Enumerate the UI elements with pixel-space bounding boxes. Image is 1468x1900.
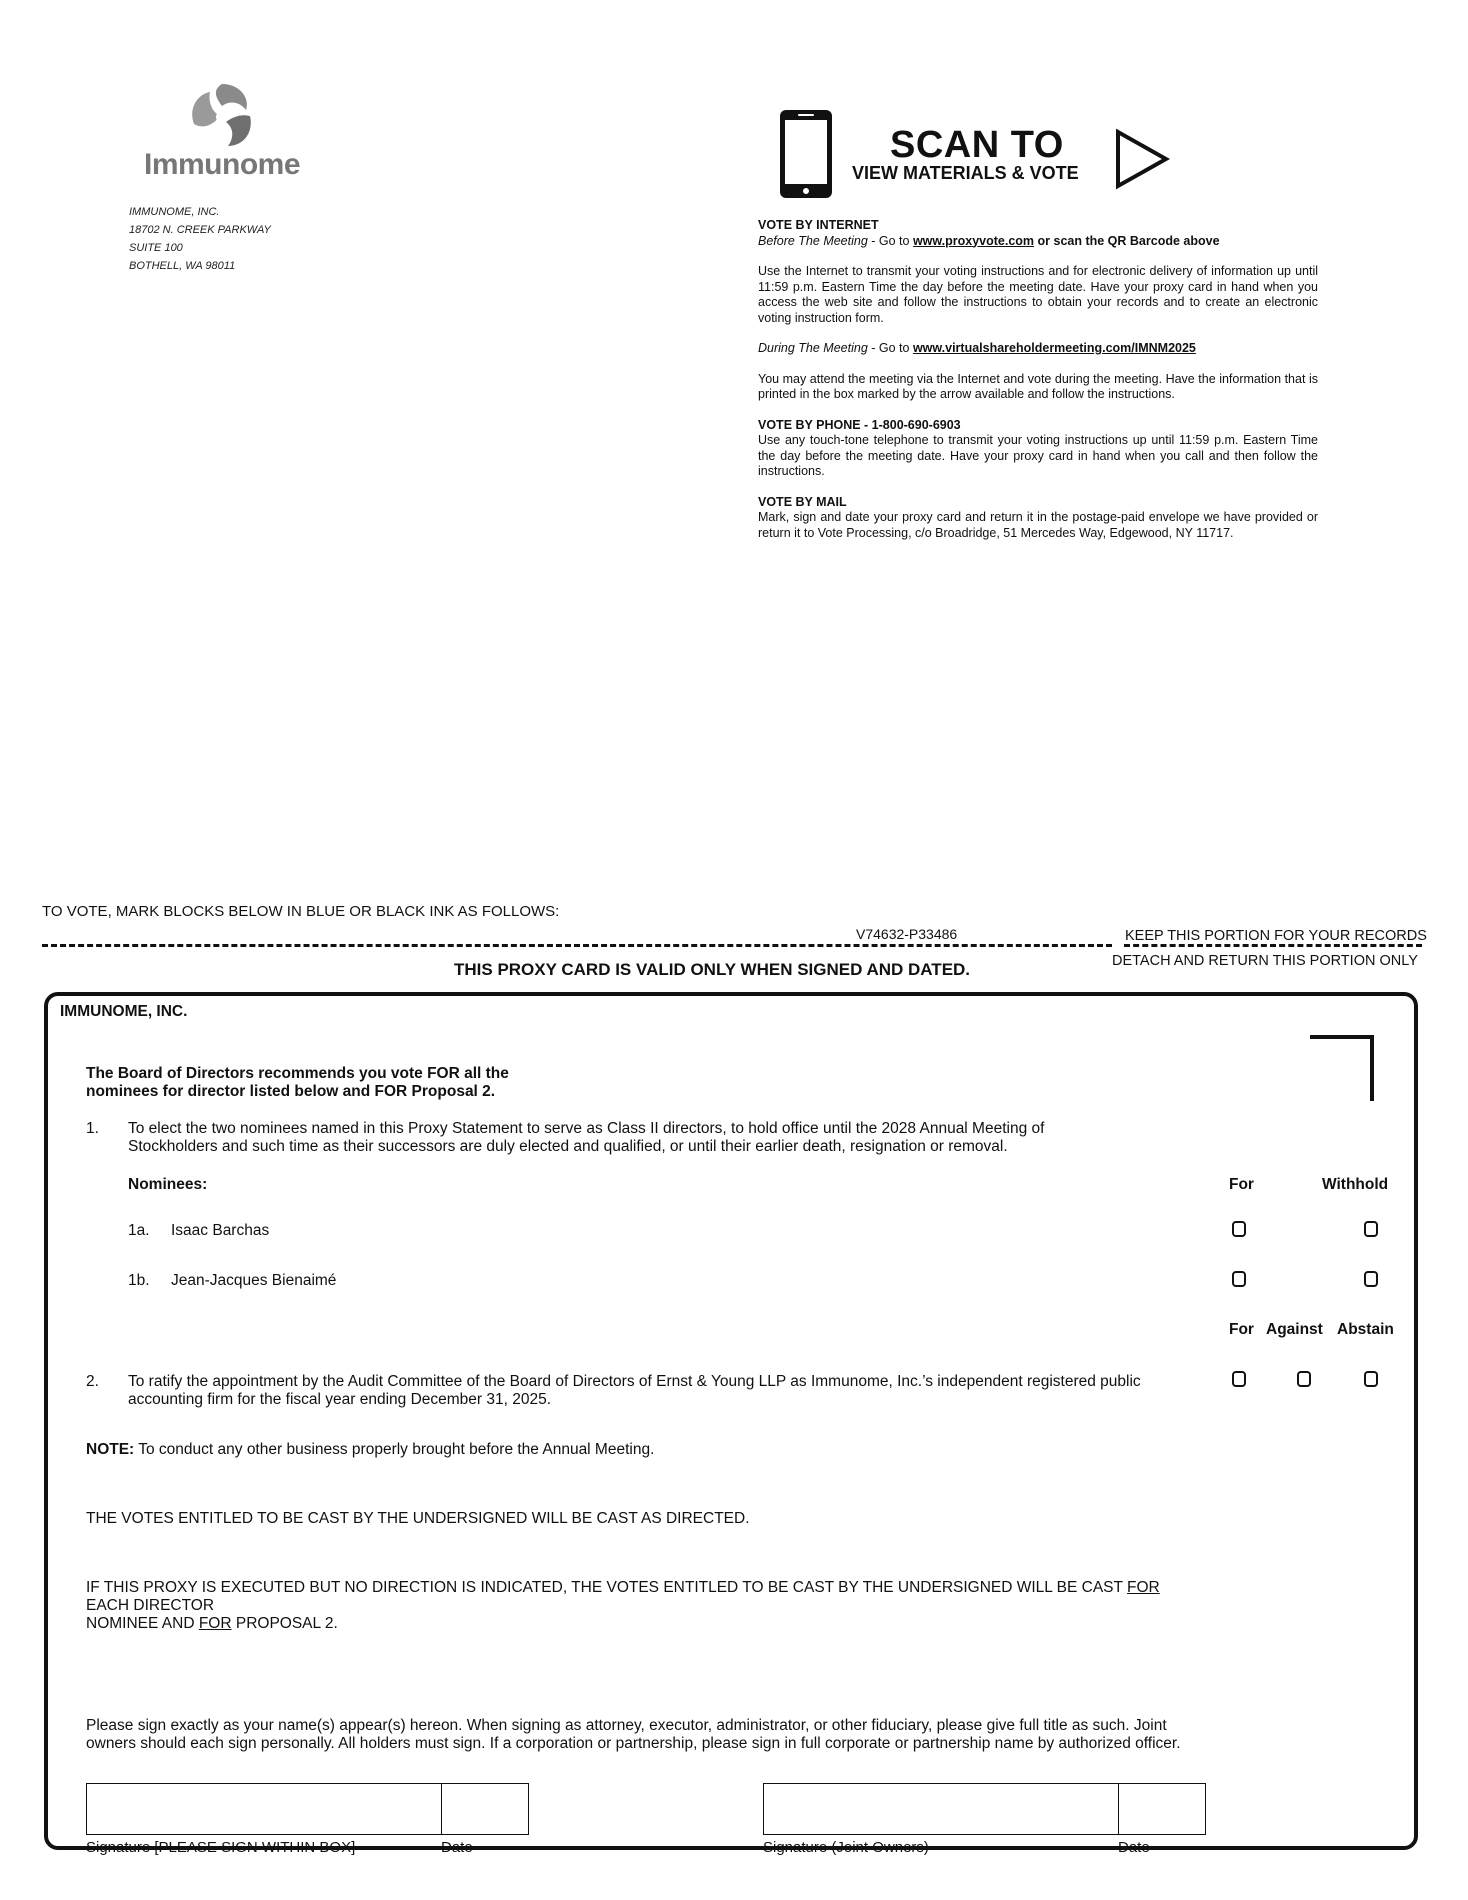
note-body: To conduct any other business properly brought before the Annual Meeting. — [134, 1441, 655, 1458]
proxyvote-link[interactable]: www.proxyvote.com — [912, 233, 1035, 248]
mail-body: Mark, sign and date your proxy card and return it in the postage-paid envelope we have provided or return it to Vote Processing, c/o Broadridge, 51 Mercedes Way, Edgewood, NY 11717. — [758, 510, 1318, 540]
scan-subtitle: VIEW MATERIALS & VOTE — [852, 163, 1079, 183]
card-company-name: IMMUNOME, INC. — [60, 1003, 188, 1020]
internet-section — [758, 218, 1318, 249]
proposal-2-number: 2. — [86, 1373, 99, 1390]
nominee-1b-name: Jean-Jacques Bienaimé — [171, 1272, 337, 1289]
note-text — [86, 1441, 654, 1459]
scan-title: SCAN TO — [890, 124, 1064, 166]
default-direction-text: EACH DIRECTOR — [86, 1597, 215, 1614]
default-direction-text: IF THIS PROXY IS EXECUTED BUT NO DIRECTION IS INDICATED, THE VOTES ENTITLED TO BE CAST BY THE UNDERSIGNED WILL BE CAST — [86, 1579, 1128, 1596]
internet-body: Use the Internet to transmit your voting instructions and for electronic delivery of information up until 11:59 p.m. Eastern Time the day before the meeting date. Have your proxy card in hand when you access the web site and follow the instructions to obtain your records and to create an electronic voting instruction form. — [758, 264, 1318, 325]
phone-body: Use any touch-tone telephone to transmit your voting instructions up until 11:59 p.m. Eastern Time the day before the meeting date. Have your proxy card in hand when you call and then follow the instructions. — [758, 433, 1318, 478]
address-line: IMMUNOME, INC. — [129, 206, 220, 218]
signing-instructions — [86, 1717, 1216, 1753]
during-meeting-section — [758, 341, 1318, 357]
nominee-1a-withhold-checkbox[interactable] — [1364, 1221, 1378, 1237]
vote-by-phone-heading: VOTE BY PHONE - 1-800-690-6903 — [758, 417, 961, 432]
mailing-address — [129, 203, 271, 275]
goto-text: - Go to — [867, 233, 913, 248]
nominee-1a-id: 1a. — [128, 1222, 150, 1239]
nominee-1b-withhold-checkbox[interactable] — [1364, 1271, 1378, 1287]
proposal-2-line: accounting firm for the fiscal year ending December 31, 2025. — [128, 1391, 552, 1408]
keep-portion-label: KEEP THIS PORTION FOR YOUR RECORDS — [1125, 928, 1427, 944]
nominee-1a-name: Isaac Barchas — [171, 1222, 270, 1239]
proposal-2-text — [128, 1373, 1208, 1409]
nominee-1a-for-checkbox[interactable] — [1232, 1221, 1246, 1237]
proposal-1-number: 1. — [86, 1120, 99, 1137]
proposal-1-line: Stockholders and such time as their successors are duly elected and qualified, or until their earlier death, resignation or removal. — [128, 1138, 1008, 1155]
vote-by-mail-heading: VOTE BY MAIL — [758, 494, 847, 509]
default-direction-text: PROPOSAL 2. — [231, 1615, 338, 1632]
nominee-1b-for-checkbox[interactable] — [1232, 1271, 1246, 1287]
signing-instructions-line: Please sign exactly as your name(s) appear(s) hereon. When signing as attorney, executor, administrator, or other fiduciary, please give full title as such. Joint — [86, 1717, 1167, 1734]
detach-portion-label: DETACH AND RETURN THIS PORTION ONLY — [1112, 953, 1418, 969]
company-logo-wordmark: Immunome — [144, 148, 301, 181]
vote-by-internet-heading: VOTE BY INTERNET — [758, 218, 879, 232]
address-line: SUITE 100 — [129, 242, 183, 254]
board-recommendation — [86, 1065, 606, 1101]
address-line: 18702 N. CREEK PARKWAY — [129, 224, 271, 236]
proposal-2-abstain-checkbox[interactable] — [1364, 1371, 1378, 1387]
col-withhold-header: Withhold — [1322, 1176, 1389, 1193]
joint-date-box[interactable] — [1118, 1783, 1206, 1835]
proposal-1-text — [128, 1120, 1128, 1156]
joint-date-label: Date — [1118, 1839, 1150, 1856]
board-recommendation-line: nominees for director listed below and FOR Proposal 2. — [86, 1083, 496, 1100]
proposal-2-against-checkbox[interactable] — [1297, 1371, 1311, 1387]
control-number: V74632-P33486 — [852, 926, 961, 942]
proposal-1-line: To elect the two nominees named in this Proxy Statement to serve as Class II directors, to hold office until the 2028 Annual Meeting of — [128, 1120, 1045, 1137]
detach-line — [42, 944, 1112, 947]
default-direction-line — [86, 1615, 1206, 1633]
address-line: BOTHELL, WA 98011 — [129, 260, 236, 272]
col2-for-header: For — [1229, 1321, 1254, 1338]
play-arrow-icon — [1114, 128, 1170, 190]
date-label: Date — [441, 1839, 473, 1856]
for-underlined: FOR — [1127, 1579, 1160, 1596]
mail-section — [758, 495, 1318, 542]
before-meeting-label: Before The Meeting — [758, 233, 868, 248]
col-for-header: For — [1229, 1176, 1254, 1193]
signature-label: Signature [PLEASE SIGN WITHIN BOX] — [86, 1839, 356, 1856]
phone-section — [758, 418, 1318, 480]
proposal-2-line: To ratify the appointment by the Audit Committee of the Board of Directors of Ernst & Young LLP as Immunome, Inc.’s independent registered public — [128, 1373, 1141, 1390]
default-direction-text: NOMINEE AND — [86, 1615, 199, 1632]
mark-instructions: TO VOTE, MARK BLOCKS BELOW IN BLUE OR BLACK INK AS FOLLOWS: — [42, 903, 560, 920]
detach-line — [1124, 944, 1422, 947]
voting-instructions — [758, 218, 1318, 556]
for-underlined: FOR — [198, 1615, 232, 1632]
qr-text: or scan the QR Barcode above — [1034, 233, 1220, 248]
col2-against-header: Against — [1266, 1321, 1323, 1338]
virtual-meeting-link[interactable]: www.virtualshareholdermeeting.com/IMNM2025 — [912, 341, 1196, 355]
board-recommendation-line: The Board of Directors recommends you vote FOR all the — [86, 1065, 509, 1082]
signing-instructions-line: owners should each sign personally. All holders must sign. If a corporation or partnership, please sign in full corporate or partnership name by authorized officer. — [86, 1735, 1181, 1752]
col2-abstain-header: Abstain — [1337, 1321, 1394, 1338]
goto-text: - Go to — [867, 341, 913, 355]
joint-signature-box[interactable] — [763, 1783, 1119, 1835]
immunome-logo-icon — [182, 80, 262, 150]
signature-box[interactable] — [86, 1783, 442, 1835]
nominees-label: Nominees: — [128, 1176, 208, 1193]
validity-notice: THIS PROXY CARD IS VALID ONLY WHEN SIGNED AND DATED. — [454, 960, 971, 979]
nominee-1b-id: 1b. — [128, 1272, 150, 1289]
joint-signature-label: Signature (Joint Owners) — [763, 1839, 929, 1856]
default-direction-statement — [86, 1579, 1206, 1633]
during-meeting-body: You may attend the meeting via the Internet and vote during the meeting. Have the information that is printed in the box marked by the arrow available and follow the instructions. — [758, 371, 1318, 401]
during-meeting-label: During The Meeting — [758, 341, 868, 355]
note-label: NOTE: — [86, 1441, 135, 1458]
default-direction-line — [86, 1579, 1206, 1615]
votes-cast-statement: THE VOTES ENTITLED TO BE CAST BY THE UNDERSIGNED WILL BE CAST AS DIRECTED. — [86, 1510, 750, 1527]
proposal-2-for-checkbox[interactable] — [1232, 1371, 1246, 1387]
registration-corner-mark — [1310, 1035, 1374, 1101]
date-box[interactable] — [441, 1783, 529, 1835]
smartphone-icon — [778, 108, 834, 200]
